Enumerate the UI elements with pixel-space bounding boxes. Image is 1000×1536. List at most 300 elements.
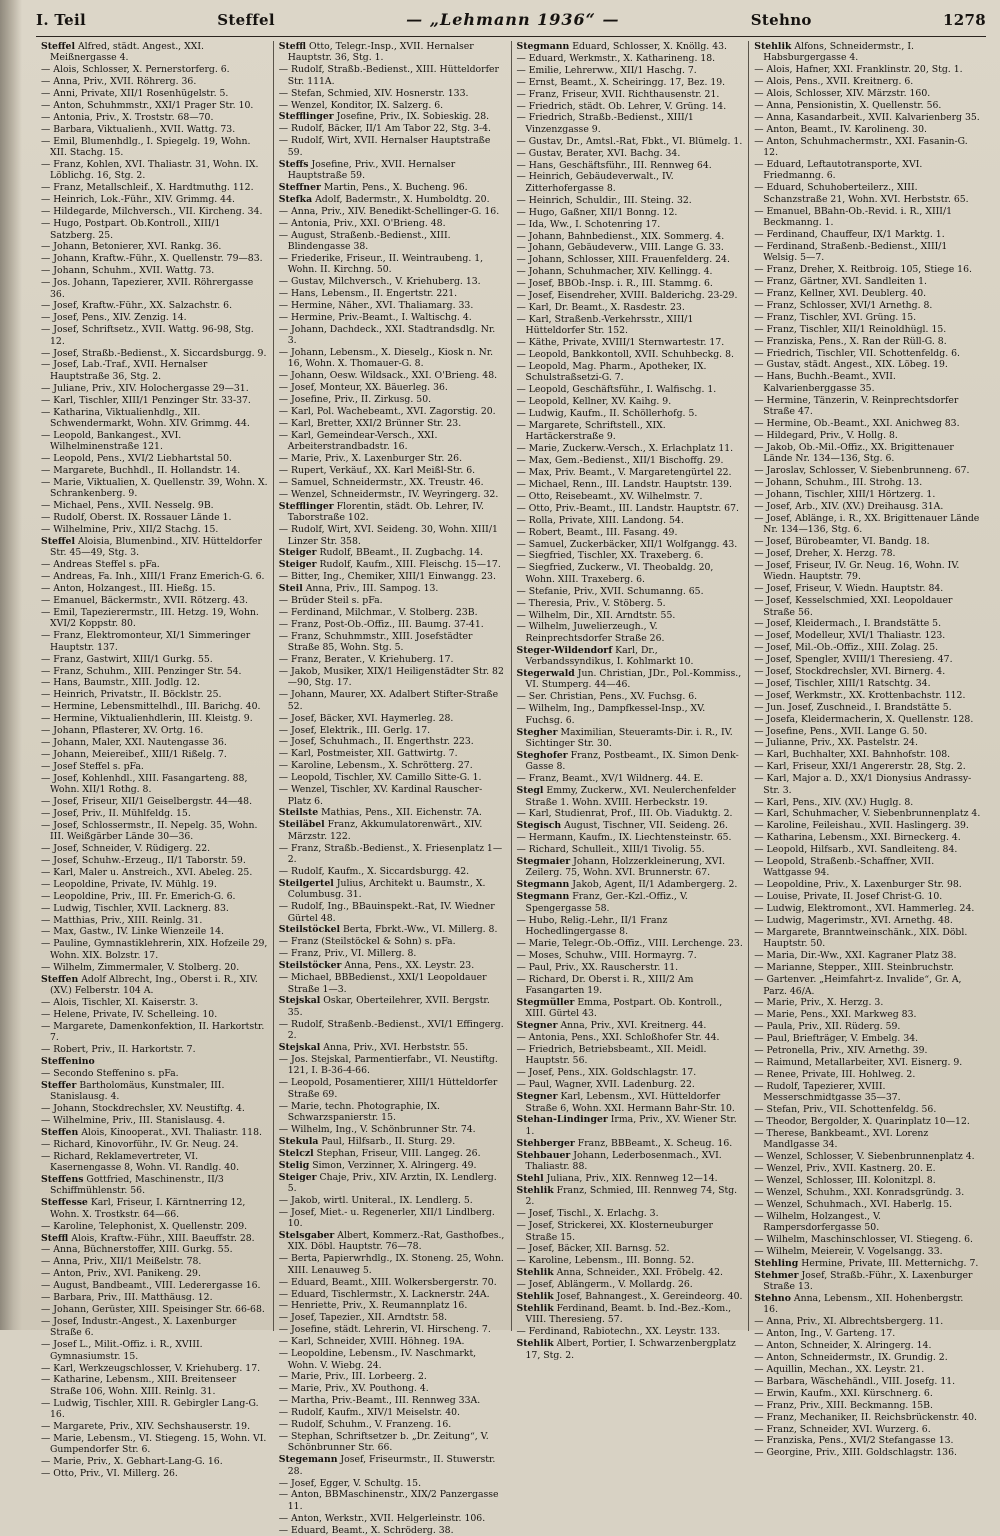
directory-entry	[517, 302, 744, 313]
directory-entry	[41, 136, 268, 159]
entry-text: — Josefine, Pens., XVII. Lange G. 50.	[754, 725, 928, 737]
directory-entry	[41, 512, 268, 523]
entry-surname: Steffen	[41, 1126, 79, 1138]
directory-entry	[279, 394, 506, 405]
entry-text: — Paul, Wagner, XVII. Ladenburg. 22.	[516, 1079, 695, 1091]
entry-text: — Johann, Pflasterer, XV. Ortg. 16.	[41, 725, 204, 737]
directory-entry	[517, 938, 744, 949]
directory-entry	[279, 230, 506, 253]
directory-entry	[41, 1080, 268, 1103]
entry-text: — Leopold, Bankkontoll, XVII. Schuhbeckg. 8.	[516, 349, 734, 361]
entry-text: Rudolf, BBeamt., II. Zugbachg. 14.	[316, 547, 484, 559]
directory-entry	[41, 1068, 268, 1079]
entry-text: — Andreas, Fa. Inh., XIII/1 Franz Emerich-G. 6.	[41, 571, 265, 583]
directory-entry	[754, 1293, 981, 1316]
entry-text: — Franz, Schneider, XVI. Wurzerg. 6.	[754, 1423, 931, 1435]
directory-entry	[754, 832, 981, 843]
directory-entry	[279, 1101, 506, 1124]
entry-text: — Josef, Kesselschmied, XXI. Leopoldauer Straße 56.	[754, 595, 953, 618]
entry-text: — Louise, Private, II. Josef Christ-G. 10.	[754, 891, 943, 903]
entry-text: — Ludwig, Magerimstr., XVI. Arnethg. 48.	[754, 915, 953, 927]
entry-text: — Josef, Monteur, XX. Bäuerleg. 36.	[278, 382, 448, 394]
entry-text: — Eduard, Leftautotransporte, XVI. Friedmanng. 6.	[754, 159, 923, 182]
entry-text: — Rudolf, Straßb.-Bedienst., XIII. Hütteldorfer Str. 111A.	[278, 64, 499, 87]
directory-entry	[41, 300, 268, 311]
directory-entry	[754, 442, 981, 465]
entry-text: Alfred, städt. Angest., XXI. Meißnergasse 4.	[50, 41, 204, 64]
entry-text: — Ludwig, Kaufm., II. Schöllerhofg. 5.	[516, 408, 698, 420]
directory-entry	[41, 1009, 268, 1020]
entry-text: — Josef, Lab.-Traf., XVII. Hernalser Hauptstraße 36, Stg. 2.	[41, 359, 208, 382]
entry-text: — Leopold, Geschäftsführ., I. Walfischg. 1.	[516, 384, 717, 396]
directory-entry	[754, 276, 981, 287]
directory-entry	[517, 950, 744, 961]
entry-text: — Wenzel, Tischler, XV. Kardinal Rauscher-Platz 6.	[278, 784, 483, 807]
directory-entry	[754, 962, 981, 973]
entry-text: — Karl, Studienrat, Prof., III. Ob. Viaduktg. 2.	[516, 808, 733, 820]
entry-text: — Antonia, Priv., XXI. O'Brieng. 48.	[278, 217, 446, 229]
entry-text: — Rolla, Private, XIII. Landong. 54.	[516, 514, 684, 526]
entry-text: — Anna, Priv., XIV. Benedikt-Schellinger-G. 16.	[278, 205, 500, 217]
directory-entry	[279, 1431, 506, 1454]
directory-entry	[41, 348, 268, 359]
directory-entry	[517, 645, 744, 668]
entry-text: — Ferdinand, Straßenb.-Bedienst., XIII/1 Welsig. 5—7.	[754, 240, 948, 264]
entry-text: — Wilhelm, Juwelierzeugh., V. Reinprechtsdorfer Straße 26.	[516, 621, 665, 644]
directory-entry	[754, 1104, 981, 1115]
directory-entry	[41, 1244, 268, 1255]
directory-entry	[754, 1116, 981, 1127]
directory-entry	[41, 465, 268, 476]
entry-surname: Stegmaier	[516, 856, 571, 868]
directory-entry	[517, 396, 744, 407]
entry-text: Adolf Albrecht, Ing., Oberst i. R., XIV. (XV.) Felberstr. 104 A.	[50, 973, 258, 996]
directory-entry	[754, 371, 981, 394]
directory-entry	[517, 1079, 744, 1090]
entry-text: — Johann, Stockdrechsler, XV. Neustiftg. 4.	[41, 1103, 245, 1115]
entry-text: — Brüder Steil s. pFa.	[278, 595, 383, 607]
entry-text: — Margarete, Branntweinschänk., XIX. Döbl. Hauptstr. 50.	[754, 926, 968, 950]
entry-text: — Rudolf, Ing., BBauinspekt.-Rat, IV. Wiedner Gürtel 48.	[278, 901, 495, 924]
entry-text: — Ferdinand, Milchmar., V. Stolberg. 23B.	[278, 607, 478, 618]
entry-text: — Siegfried, Zuckerw., VI. Theobaldg. 20, Wohn. XIII. Traxeberg. 6.	[516, 562, 714, 585]
directory-entry	[279, 382, 506, 393]
entry-text: — Marie, Viktualien, X. Quellenstr. 39, Wohn. X. Schrankenberg. 9.	[41, 477, 268, 500]
entry-text: — Wilhelm, Meiereir, V. Vogelsangg. 33.	[754, 1245, 943, 1257]
entry-surname: Stegerwald	[516, 668, 575, 680]
entry-text: Josef, Bahnangest., X. Gereindeorg. 40.	[553, 1291, 743, 1303]
entry-text: — Johann, Kraftw.-Führ., X. Quellenstr. 79—83.	[41, 253, 263, 265]
entry-text: Johann, Lederbosenmach., XVI. Thaliastr. 88.	[525, 1149, 722, 1173]
directory-entry	[517, 820, 744, 831]
directory-entry	[517, 1044, 744, 1067]
directory-entry	[41, 218, 268, 241]
entry-text: — Ludwig, Tischler, XIII. R. Gebirgler Lang-G. 16.	[41, 1397, 259, 1421]
entry-text: — Margarete, Schriftstell., XIX. Hartäckerstraße 9.	[516, 420, 666, 443]
directory-entry	[41, 312, 268, 323]
directory-entry	[754, 630, 981, 641]
directory-entry	[279, 276, 506, 287]
directory-entry	[41, 277, 268, 300]
entry-text: — Richard, Reklamevertreter, VI. Kasernengasse 8, Wohn. VI. Randlg. 40.	[41, 1150, 240, 1174]
directory-entry	[754, 1151, 981, 1162]
entry-text: Albert, Portier, I. Schwarzenbergplatz 17, Stg. 2.	[525, 1338, 736, 1361]
entry-text: — Hermine, Lebensmittelhdl., III. Barichg. 40.	[41, 701, 261, 713]
entry-text: — Karl, Maler u. Anstreich., XVI. Abeleg. 25.	[41, 866, 253, 878]
directory-entry	[517, 1243, 744, 1254]
entry-text: — Johann, Schuhm., XVII. Wattg. 73.	[41, 265, 215, 277]
entry-text: — Josef, Straßb.-Bedienst., X. Siccardsburgg. 9.	[41, 347, 267, 359]
entry-text: — Franz, Beamt., XV/1 Wildnerg. 44. E.	[516, 773, 704, 785]
entry-text: Berta, Fbrkt.-Ww., VI. Millerg. 8.	[340, 924, 498, 936]
directory-entry	[754, 666, 981, 677]
entry-text: — Katharine, Lebensm., XIII. Breitenseer Straße 106, Wohn. XIII. Reinlg. 31.	[41, 1374, 237, 1397]
directory-entry	[517, 384, 744, 395]
entry-surname: Steiger	[278, 1171, 317, 1183]
entry-surname: Stehberger	[516, 1137, 575, 1149]
directory-entry	[754, 1175, 981, 1186]
entry-text: — Max, Priv. Beamt., V. Margaretengürtel 22.	[516, 467, 732, 479]
entry-surname: Steffner	[278, 181, 321, 193]
directory-entry	[754, 595, 981, 618]
entry-text: — Rudolf, Kaufm., X. Siccardsburgg. 42.	[278, 865, 470, 877]
entry-text: — Johann, Gebäudeverw., VIII. Lange G. 33.	[516, 242, 724, 254]
directory-entry	[517, 408, 744, 419]
directory-entry	[517, 314, 744, 337]
entry-text: — Anna, Büchnerstoffer, XIII. Gurkg. 55.	[41, 1244, 233, 1256]
entry-text: Stephan, Friseur, VIII. Langeg. 26.	[313, 1147, 481, 1159]
directory-entry	[41, 477, 268, 500]
entry-surname: Steil	[278, 583, 303, 595]
entry-text: — Leopoldine, Priv., III. Fr. Emerich-G. 6.	[41, 890, 236, 902]
directory-entry	[279, 1419, 506, 1430]
directory-entry	[279, 807, 506, 818]
directory-entry	[41, 915, 268, 926]
directory-entry	[279, 1195, 506, 1206]
directory-entry	[279, 1395, 506, 1406]
directory-entry	[754, 229, 981, 240]
entry-surname: Steffenino	[41, 1055, 95, 1067]
entry-text: — Hermann, Kaufm., IX. Liechtensteinstr. 65.	[516, 832, 732, 844]
directory-entry	[517, 41, 744, 52]
entry-text: — Emil, Blumenhdlg., I. Spiegelg. 19, Wohn. XII. Stachg. 15.	[41, 135, 251, 159]
entry-text: — Theresia, Priv., V. Stöberg. 5.	[516, 597, 666, 609]
directory-entry	[279, 784, 506, 807]
directory-entry	[279, 960, 506, 971]
directory-entry	[279, 88, 506, 99]
entry-text: — Josef, Spengler, XVIII/1 Theresieng. 47.	[754, 654, 953, 666]
directory-entry	[41, 76, 268, 87]
directory-entry	[517, 1185, 744, 1208]
directory-entry	[517, 539, 744, 550]
directory-entry	[754, 879, 981, 890]
entry-text: — Franz, Gastwirt, XIII/1 Gurkg. 55.	[41, 653, 213, 665]
directory-entry	[754, 513, 981, 536]
directory-entry	[41, 194, 268, 205]
entry-text: — Josef, BBOb.-Insp. i. R., III. Stammg. 6.	[516, 278, 713, 290]
entry-text: — Franziska, Pens., X. Ran der Rüll-G. 8.	[754, 335, 947, 347]
directory-entry	[41, 1044, 268, 1055]
directory-entry	[754, 206, 981, 229]
directory-entry	[754, 1270, 981, 1293]
entry-text: — Marianne, Stepper., XIII. Steinbruchstr.	[754, 962, 954, 974]
entry-text: — Josef, Modelleur, XVI/1 Thaliastr. 123.	[754, 630, 946, 642]
directory-entry	[279, 924, 506, 935]
directory-entry	[754, 41, 981, 64]
entry-surname: Stegner	[516, 1020, 558, 1032]
entry-surname: Stehno	[754, 1293, 791, 1305]
entry-text: — Friedrich, städt. Ob. Lehrer, V. Grüng. 14.	[516, 100, 727, 112]
entry-text: — Hans, Lebensm., II. Engertstr. 221.	[278, 288, 458, 300]
directory-entry	[41, 1398, 268, 1421]
entry-surname: Stehl	[516, 1173, 544, 1184]
entry-text: — Alois, Schlosser, XIV. Märzstr. 160.	[754, 88, 931, 100]
entry-text: — Therese, Bankbeamt., XVI. Lorenz Mandlgasse 34.	[754, 1127, 929, 1151]
directory-entry	[279, 760, 506, 771]
entry-text: — Barbara, Priv., III. Matthäusg. 12.	[41, 1292, 213, 1304]
entry-text: — Otto, Priv., VI. Millerg. 26.	[41, 1468, 178, 1480]
entry-text: Karl, Dr., Verbandssyndikus, I. Kohlmarkt 10.	[525, 644, 694, 668]
directory-entry	[517, 1279, 744, 1290]
entry-text: Josef, Straßb.-Führ., X. Laxenburger Straße 13.	[763, 1269, 973, 1293]
entry-text: — Margarete, Damenkonfektion, II. Harkortstr. 7.	[41, 1020, 265, 1044]
entry-text: Eduard, Schlosser, X. Knöllg. 43.	[569, 41, 728, 52]
entry-text: Chaje, Priv., XIV. Arztin, IX. Lendlerg. 5.	[287, 1171, 497, 1194]
directory-entry	[279, 218, 506, 229]
directory-entry	[41, 559, 268, 570]
directory-entry	[754, 1316, 981, 1327]
entry-text: Anna, Lebensm., XII. Hohenbergstr. 16.	[763, 1293, 964, 1316]
entry-text: Albert, Kommerz.-Rat, Gasthofbes., XIX. Döbl. Hauptstr. 76—78.	[287, 1230, 505, 1253]
directory-entry	[517, 266, 744, 277]
directory-entry	[41, 112, 268, 123]
directory-entry	[517, 65, 744, 76]
directory-entry	[517, 195, 744, 206]
entry-text: — Gustav, Berater, XVI. Bachg. 34.	[516, 147, 681, 159]
entry-text: — Josef L., Milit.-Offiz. i. R., XVIII. Gymnasiumstr. 15.	[41, 1339, 203, 1362]
entry-text: Josefine, Priv., IX. Sobieskig. 28.	[333, 111, 490, 123]
directory-entry	[279, 1489, 506, 1512]
entry-text: Anna, Schneider., XXI. Fröbelg. 42.	[553, 1267, 723, 1279]
entry-text: Alois, Kinooperat., XVI. Thaliastr. 118.	[78, 1126, 262, 1138]
directory-entry	[279, 901, 506, 924]
directory-entry	[279, 583, 506, 594]
entry-text: — Josef, Egger, V. Schultg. 15.	[278, 1477, 422, 1489]
entry-text: Jakob, Agent, II/1 Adambergerg. 2.	[569, 879, 738, 891]
entry-text: — Paula, Priv., XII. Rüderg. 59.	[754, 1021, 901, 1033]
directory-entry	[754, 300, 981, 311]
directory-entry	[754, 1400, 981, 1411]
directory-entry	[754, 1009, 981, 1020]
entry-text: — Emanuel, Bäckermstr., XVII. Rötzerg. 43.	[41, 595, 248, 607]
entry-text: — Josefine, Priv., II. Zirkusg. 50.	[278, 394, 432, 406]
entry-text: — Karl, Buchhalter, XXI. Bahnhofstr. 108.	[754, 749, 951, 761]
directory-entry	[517, 1220, 744, 1243]
entry-text: — Eduard, Schuhoberteilerz., XIII. Schanzstraße 21, Wohn. XVI. Herbststr. 65.	[754, 182, 969, 205]
entry-text: — Gustav, Milchversch., V. Kriehuberg. 13.	[278, 276, 481, 288]
entry-text: — Josef, Schriftsetz., XVII. Wattg. 96-98, Stg. 12.	[41, 324, 254, 347]
entry-text: — Karl, Postmeister, XII. Gattwirtg. 7.	[278, 748, 458, 760]
directory-entry	[517, 77, 744, 88]
entry-text: — Anton, Schneidermstr., IX. Grundig. 2.	[754, 1352, 948, 1364]
header-right-word: Stehno	[750, 11, 812, 29]
directory-entry	[754, 1376, 981, 1387]
entry-text: — Karl, Straßenb.-Verkehrsstr., XIII/1 Hütteldorfer Str. 152.	[516, 313, 694, 337]
directory-entry	[279, 477, 506, 488]
directory-entry	[41, 997, 268, 1008]
entry-text: Anna, Pens., XX. Leystr. 23.	[341, 960, 475, 972]
directory-entry	[279, 253, 506, 276]
entry-text: Oskar, Oberteilehrer, XVII. Bergstr. 35.	[287, 995, 490, 1018]
directory-entry	[517, 598, 744, 609]
entry-text: Maximilian, Steueramts-Dir. i. R., IV. Sichtinger Str. 30.	[525, 726, 733, 749]
entry-text: — Anton, Holzangest., III. Hießg. 15.	[41, 583, 216, 595]
directory-entry	[41, 867, 268, 878]
entry-text: — Wilhelmine, Priv., XII/2 Stachg. 15.	[41, 524, 219, 536]
entry-text: — Käthe, Private, XVIII/1 Sternwartestr. 17.	[516, 337, 725, 349]
directory-entry	[517, 703, 744, 726]
directory-entry	[517, 254, 744, 265]
entry-text: — Josef, Arb., XIV. (XV.) Dreihausg. 31A.	[754, 500, 944, 512]
entry-text: — Karl, Major a. D., XX/1 Dionysius Andrassy-Str. 3.	[754, 773, 972, 796]
directory-entry	[279, 465, 506, 476]
entry-surname: Stefflinger	[278, 500, 334, 512]
entry-text: — Franz, Elektromonteur, XI/1 Simmeringer Hauptstr. 137.	[41, 630, 251, 653]
entry-text: — Ludwig, Tischler, XVII. Lacknerg. 83.	[41, 902, 229, 914]
directory-entry	[279, 654, 506, 665]
directory-entry	[754, 312, 981, 323]
directory-entry	[754, 1328, 981, 1339]
directory-entry	[754, 891, 981, 902]
directory-entry	[279, 1454, 506, 1477]
entry-text: — Josef Steffel s. pFa.	[41, 760, 144, 772]
entry-text: — Friedrich, Betriebsbeamt., XII. Meidl. Hauptstr. 56.	[516, 1044, 707, 1067]
entry-surname: Stehlik	[516, 1267, 554, 1279]
entry-text: — Josef, Schuhmach., II. Engerthstr. 223.	[278, 736, 474, 748]
entry-surname: Steger-Wildendorf	[516, 644, 613, 656]
entry-text: — Anton, Werkstr., XVII. Helgerleinstr. 106.	[278, 1512, 486, 1524]
entry-text: — Josef, Industr.-Angest., X. Laxenburger Straße 6.	[41, 1315, 237, 1339]
directory-entry	[279, 288, 506, 299]
directory-entry	[41, 808, 268, 819]
entry-text: — Eduard, Werkmstr., X. Katharineng. 18.	[516, 52, 716, 64]
entry-text: — Emanuel, BBahn-Ob.-Revid. i. R., XIII/1 Beckmanng. 1.	[754, 205, 953, 229]
entry-text: — Wenzel, Schneidermstr., IV. Weyringerg. 32.	[278, 488, 499, 500]
entry-text: Karl, Lebensm., XVI. Hütteldorfer Straße 6, Wohn. XXI. Hermann Bahr-Str. 10.	[525, 1091, 735, 1114]
directory-entry	[517, 997, 744, 1020]
entry-text: — Leopoldine, Private, IV. Mühlg. 19.	[41, 878, 217, 890]
entry-surname: Stehlik	[516, 1184, 554, 1196]
entry-text: — Antonia, Priv., X. Troststr. 68—70.	[41, 111, 214, 123]
directory-entry	[517, 785, 744, 808]
directory-entry	[754, 1412, 981, 1423]
directory-entry	[279, 1124, 506, 1135]
directory-entry	[754, 560, 981, 583]
entry-text: — Hubo, Relig.-Lehr., II/1 Franz Hochedlingergasse 8.	[516, 914, 668, 937]
directory-entry	[41, 265, 268, 276]
directory-entry	[279, 524, 506, 547]
directory-entry	[517, 1091, 744, 1114]
column-1	[36, 41, 274, 1480]
entry-text: — Franz, Priv., VI. Millerg. 8.	[278, 948, 417, 960]
entry-text: Gottfried, Maschinenstr., II/3 Schiffmühlenstr. 56.	[50, 1174, 224, 1197]
entry-text: — Aquillin, Mechan., XX. Leystr. 21.	[754, 1364, 925, 1375]
directory-entry	[754, 1424, 981, 1435]
directory-entry	[279, 206, 506, 217]
entry-surname: Stehan-Lindinger	[516, 1114, 608, 1126]
directory-entry	[517, 1338, 744, 1361]
entry-text: — Wilhelm, Ing., V. Schönbrunner Str. 74.	[278, 1123, 476, 1135]
directory-entry	[754, 1364, 981, 1375]
directory-entry	[41, 124, 268, 135]
entry-text: — Josef, Friseur, XII/1 Geiselbergstr. 44—48.	[41, 796, 253, 807]
entry-text: — Martha, Priv.-Beamt., III. Rennweg 33A.	[278, 1395, 481, 1407]
entry-text: — Johann, Gerüster, XIII. Speisinger Str. 66-68.	[41, 1303, 265, 1315]
entry-text: — Wilhelm, Dir., XII. Arndtstr. 55.	[516, 609, 676, 621]
directory-entry	[279, 725, 506, 736]
directory-entry	[41, 607, 268, 630]
directory-entry	[41, 1197, 268, 1220]
entry-text: — Leopold, Tischler, XV. Camillo Sitte-G. 1.	[278, 772, 482, 784]
directory-entry	[517, 727, 744, 750]
directory-entry	[279, 135, 506, 158]
directory-entry	[279, 347, 506, 370]
entry-text: — Theodor, Bergolder, X. Quarinplatz 10—12.	[754, 1115, 970, 1127]
entry-text: — Hildegard, Priv., V. Hollg. 8.	[754, 429, 898, 441]
entry-text: — Andreas Steffel s. pFa.	[41, 559, 160, 571]
entry-text: — Josef, Elektrik., III. Gerlg. 17.	[278, 724, 431, 736]
entry-text: — Karl, Pens., XIV. (XV.) Huglg. 8.	[754, 796, 914, 808]
directory-entry	[41, 761, 268, 772]
directory-entry	[279, 713, 506, 724]
directory-entry	[279, 995, 506, 1018]
directory-entry	[279, 406, 506, 417]
directory-entry	[279, 194, 506, 205]
directory-entry	[517, 691, 744, 702]
directory-entry	[517, 231, 744, 242]
entry-text: — Marie, Telegr.-Ob.-Offiz., VIII. Lerchenge. 23.	[516, 937, 743, 949]
directory-entry	[754, 702, 981, 713]
directory-entry	[517, 527, 744, 538]
directory-entry	[279, 1042, 506, 1053]
entry-text: — Rudolf, Oberst. IX. Rossauer Lände 1.	[41, 512, 232, 524]
entry-text: — Johann, Dachdeck., XXI. Stadtrandsdlg. Nr. 3.	[278, 323, 496, 347]
directory-entry	[279, 1289, 506, 1300]
entry-text: — Eduard, Tischlermstr., X. Lacknerstr. 24A.	[278, 1288, 490, 1300]
directory-entry	[754, 489, 981, 500]
directory-entry	[279, 878, 506, 901]
directory-entry	[279, 430, 506, 453]
directory-entry	[41, 500, 268, 511]
entry-text: — Johann, Tischler, XIII/1 Hörtzerg. 1.	[754, 488, 936, 500]
directory-entry	[754, 1234, 981, 1245]
directory-entry	[754, 915, 981, 926]
directory-entry	[517, 101, 744, 112]
directory-entry	[279, 1207, 506, 1230]
entry-text: — Wilhelm, Zimmermaler, V. Stolberg. 20.	[41, 961, 240, 973]
entry-text: Rudolf, Kaufm., XIII. Fleischg. 15—17.	[316, 559, 501, 571]
entry-text: — Hermine, Ob.-Beamt., XXI. Anichweg 83.	[754, 418, 960, 429]
entry-text: — Franz, Dreher, X. Reitbroig. 105, Stiege 16.	[754, 264, 972, 276]
entry-surname: Steffs	[278, 158, 309, 170]
directory-entry	[41, 1468, 268, 1479]
directory-entry	[41, 359, 268, 382]
directory-entry	[279, 1371, 506, 1382]
entry-text: — Johann, Maurer, XX. Adalbert Stifter-Straße 52.	[278, 689, 499, 712]
page-binding-shadow	[0, 0, 22, 1330]
entry-surname: Steilstöcker	[278, 960, 342, 972]
entry-surname: Steffl	[278, 41, 307, 52]
